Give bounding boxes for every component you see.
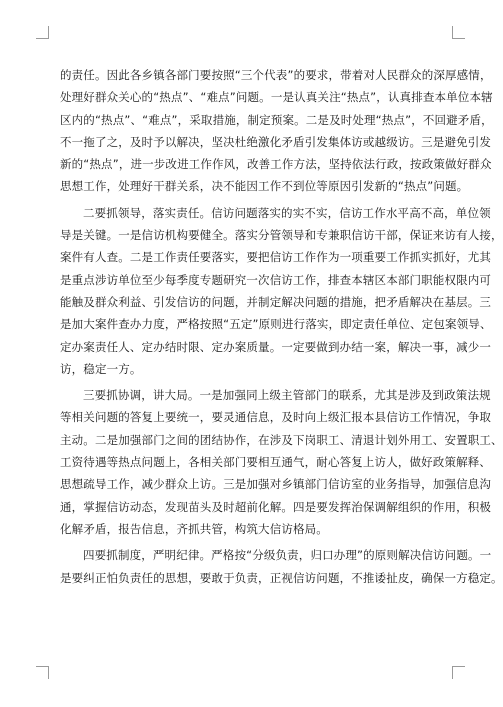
text-line: 是加大案件查办力度，严格按照“五定”原则进行落实，即定责任单位、定包案领导、 [60,317,492,332]
text-line: 四要抓制度，严明纪律。严格按“分级负责，归口办理”的原则解决信访问题。一 [83,548,492,563]
text-line: 访，稳定一方。 [60,361,142,376]
text-line: 通，掌握信访动态，发现苗头及时超前化解。四是要发挥治保调解组织的作用，积极 [60,499,492,514]
text-line: 区内的“热点”、“难点”，采取措施，制定预案。二是及时处理“热点”，不回避矛盾， [60,112,493,127]
text-line: 思想疏导工作，减少群众上访。三是加强对乡镇部门信访室的业务指导，加强信息沟 [60,477,492,492]
text-line: 的责任。因此各乡镇各部门要按照“三个代表”的要求，带着对人民群众的深厚感情， [60,68,492,82]
text-line: 能触及群众利益、引发信访的问题，并制定解决问题的措施，把矛盾解决在基层。三 [60,294,492,309]
text-line: 思想工作，处理好干群关系，决不能因工作不到位等原因引发新的“热点”问题。 [60,179,469,194]
text-line: 案件有人查。二是工作责任要落实，要把信访工作作为一项重要工作抓实抓好，尤其 [60,250,492,265]
text-line: 导是关键。一是信访机构要健全。落实分管领导和专兼职信访干部，保证来访有人接， [60,228,503,243]
document-body [60,64,503,593]
paragraph-leadership [60,202,503,380]
crop-mark-bottom-right [452,666,465,679]
text-line: 化解矛盾，报告信息，齐抓共管，构筑大信访格局。 [60,521,328,536]
text-line: 主动。二是加强部门之间的团结协作，在涉及下岗职工、清退计划外用工、安置职工、 [60,432,503,447]
crop-mark-top-right [452,26,465,39]
text-line: 新的“热点”，进一步改进工作作风，改善工作方法，坚持依法行政，按政策做好群众 [60,157,492,172]
paragraph-coordination [60,384,503,540]
crop-mark-top-left [36,26,49,39]
text-line: 是要纠正怕负责任的思想，要敢于负责，正视信访问题，不推诿扯皮，确保一方稳定。 [60,570,503,585]
crop-mark-bottom-left [36,666,49,679]
text-line: 不一拖了之，及时予以解决，坚决杜绝激化矛盾引发集体访或越级访。三是避免引发 [60,134,492,149]
text-line: 三要抓协调，讲大局。一是加强同上级主管部门的联系，尤其是涉及到政策法规 [83,388,491,403]
text-line: 是重点涉访单位至少每季度专题研究一次信访工作，排查本辖区本部门职能权限内可 [60,272,492,287]
text-line: 定办案责任人、定办结时限、定办案质量。一定要做到办结一案，解决一事，减少一 [60,339,492,354]
text-line: 二要抓领导，落实责任。信访问题落实的实不实，信访工作水平高不高，单位领 [83,205,491,220]
paragraph-discipline [60,544,503,589]
text-line: 等相关问题的答复上要统一，要灵通信息，及时向上级汇报本县信访工作情况，争取 [60,410,492,425]
text-line: 工资待遇等热点问题上，各相关部门要相互通气，耐心答复上访人，做好政策解释、 [60,455,492,470]
text-line: 处理好群众关心的“热点”、“难点”问题。一是认真关注“热点”，认真排查本单位本辖 [60,90,493,105]
paragraph-hotspots [60,64,493,198]
